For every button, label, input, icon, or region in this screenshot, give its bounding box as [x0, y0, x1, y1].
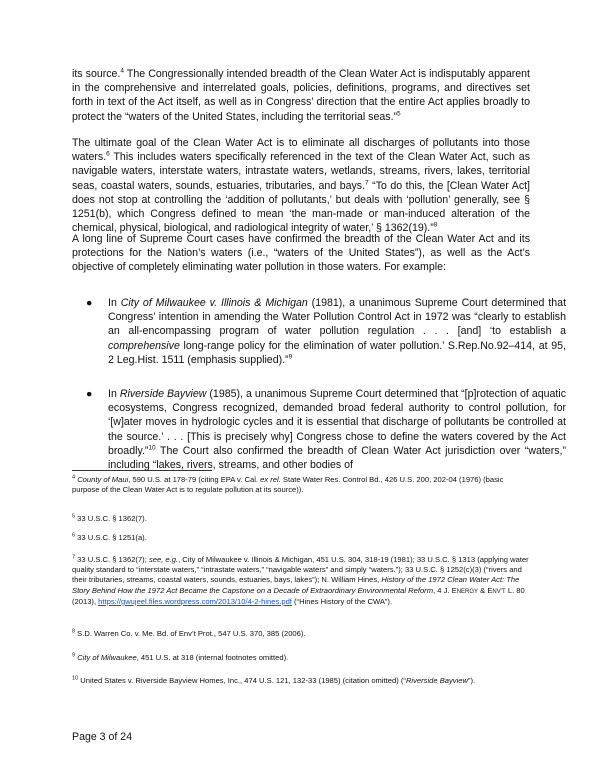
article-title: History of the 1972 Clean Water Act: The Story Behind How the 1972 Act Became the Capstone on a Decade of Extraordinary Environmental Reform [72, 575, 520, 595]
bullet-icon: ● [86, 297, 93, 309]
emphasis-text: ex rel. [260, 475, 281, 484]
paragraph-text: The Congressionally intended breadth of the Clean Water Act is indisputably apparent in the comprehensive and interrelated goals, policies, definitions, programs, and directives set forth in text of the Act itself, as well as in Congress’ direction that the entire Act applies broadly to protect the “waters of the United States, including the territorial seas.” [72, 68, 531, 123]
list-item [72, 296, 566, 367]
list-text: In [108, 297, 121, 309]
footnote-ref[interactable]: 5 [397, 110, 401, 118]
bullet-icon: ● [86, 388, 93, 400]
footnote-number: 5 [72, 513, 76, 520]
list-text: long-range policy for the elimination of water pollution.’ S.Rep.No.92–414, at 95, 2 Leg.Hist. 1511 (emphasis supplied).” [108, 339, 566, 366]
footnote-number: 9 [72, 652, 76, 659]
footnote-9 [72, 653, 530, 663]
case-name: County of Maui [77, 475, 129, 484]
footnote-8 [72, 629, 530, 639]
footnote-4 [72, 475, 530, 495]
footnote-text: & E [478, 585, 493, 595]
paragraph-text: This includes waters specifically referenced in the text of the Clean Water Act, such as navigable waters, interstate waters, intrastate waters, wetlands, streams, rivers, lakes, territorial seas, coastal waters, sounds, estuaries, tributaries, and bays. [72, 151, 530, 192]
footnote-text: 33 U.S.C. § 1251(a). [75, 533, 147, 542]
paragraph-3 [72, 232, 530, 275]
footnote-text: 33 U.S.C. § 1362(7); [75, 555, 149, 564]
emphasis-text: comprehensive [108, 339, 180, 352]
list-text: The Court also confirmed the breadth of Clean Water Act jurisdiction over “waters,” including “lakes, rivers, streams, and other bodies of [108, 444, 566, 472]
paragraph-text: A long line of Supreme Court cases have confirmed the breadth of the Clean Water Act and its protections for the Nation’s waters (i.e., “waters of the United States”), as well as the Act’s objective of completely eliminating water pollution in those waters. For example: [72, 233, 530, 274]
paragraph-text: its source. [72, 68, 121, 80]
footnote-5 [72, 514, 530, 524]
small-caps-text: NV’T [492, 588, 506, 595]
list-text: (1981), a unanimous Supreme Court determined that Congress’ intention in amending the Water Pollution Control Act in 1972 was “clearly to establish an all-encompassing program of water pollution regulation . . . [and] ‘to establish a [108, 297, 567, 338]
footnote-ref[interactable]: 7 [365, 179, 369, 187]
footnote-number: 4 [72, 474, 76, 481]
paragraph-1 [72, 67, 530, 124]
case-name: City of Milwaukee [77, 653, 137, 662]
page-number: Page 3 of 24 [72, 731, 133, 743]
footnote-ref[interactable]: 6 [106, 150, 110, 158]
footnote-divider [72, 470, 212, 471]
footnote-text: S.D. Warren Co. v. Me. Bd. of Env’t Prot., 547 U.S. 370, 385 (2006). [75, 629, 306, 638]
list-text: (1985), a unanimous Supreme Court determined that “[p]rotection of aquatic ecosystems, Congress recognized, demanded broad federal authority to control pollution, for ‘[w]ater moves in hydrologic cycles and it is essential that discharge of pollutants be controlled at the source.’ . . . [This is precisely why] Congress chose to define the waters covered by the Act broadly.” [108, 388, 567, 457]
footnote-ref[interactable]: 10 [148, 444, 156, 452]
footnote-text: , 451 U.S. at 318 (internal footnotes omitted). [136, 653, 289, 662]
footnote-number: 7 [72, 554, 76, 561]
hines-article-link[interactable]: https://gwujeel.files.wordpress.com/2013/10/4-2-hines.pdf [98, 596, 292, 606]
list-text: In [108, 388, 120, 400]
footnote-text: , 4 J. E [433, 585, 457, 595]
footnote-ref[interactable]: 4 [120, 67, 125, 75]
footnote-text: United States v. Riverside Bayview Homes, Inc., 474 U.S. 121, 132-33 (1985) (citation omitted) (“ [78, 676, 406, 685]
paragraph-2 [72, 136, 530, 235]
footnote-number: 6 [72, 532, 76, 539]
emphasis-text: Riverside Bayview [405, 676, 468, 685]
footnote-text: , 590 U.S. at 178-79 (citing EPA v. Cal. [128, 475, 261, 484]
case-name: City of Milwaukee v. Illinois & Michigan [120, 297, 308, 309]
footnote-ref[interactable]: 9 [288, 353, 293, 361]
footnote-7 [72, 555, 530, 607]
footnote-text: State Water Res. Control Bd., 426 U.S. 200, 202-04 (1976) (basic purpose of the Clean Water Act is to regulate pollution at its source)). [72, 475, 504, 495]
paragraph-text: “To do this, the [Clean Water Act] does not stop at controlling the ‘addition of pollutants,’ but deals with ‘pollution’ generally, see § 1251(b), which Congress defined to mean ‘the man-made or man-induced alteration of the chemical, physical, biological, and radiological integrity of water,’ § 1362(19).” [72, 179, 530, 235]
emphasis-text: see, e.g. [148, 555, 179, 564]
footnote-text: , City of Milwaukee v. Illinois & Michigan, 451 U.S. 304, 318-19 (1981); 33 U.S.C. § 1313 (applying water quality standard to “interstate waters,” “intrastate waters,” “navigable waters” and simply “waters.”); 33 U.S.C. § 1252(c)(3) (“rivers and their tributaries, streams, coastal waters, sounds, estuaries, bays, lakes”); N. William Hines, [72, 555, 529, 585]
footnote-text: 33 U.S.C. § 1362(7). [75, 514, 147, 523]
footnote-6 [72, 533, 530, 543]
footnote-number: 8 [72, 628, 76, 635]
footnote-ref[interactable]: 8 [433, 221, 438, 229]
footnote-text: L. 80 (2013), [72, 585, 525, 606]
small-caps-text: NERGY [456, 588, 479, 595]
list-item [72, 387, 566, 472]
footnote-text: (“Hines History of the CWA”). [291, 596, 393, 606]
case-name: Riverside Bayview [119, 388, 207, 400]
footnote-10 [72, 676, 530, 686]
footnote-text: ”). [467, 676, 476, 685]
paragraph-text: The ultimate goal of the Clean Water Act is to eliminate all discharges of pollutants into those waters. [72, 137, 530, 164]
footnote-number: 10 [72, 675, 79, 682]
